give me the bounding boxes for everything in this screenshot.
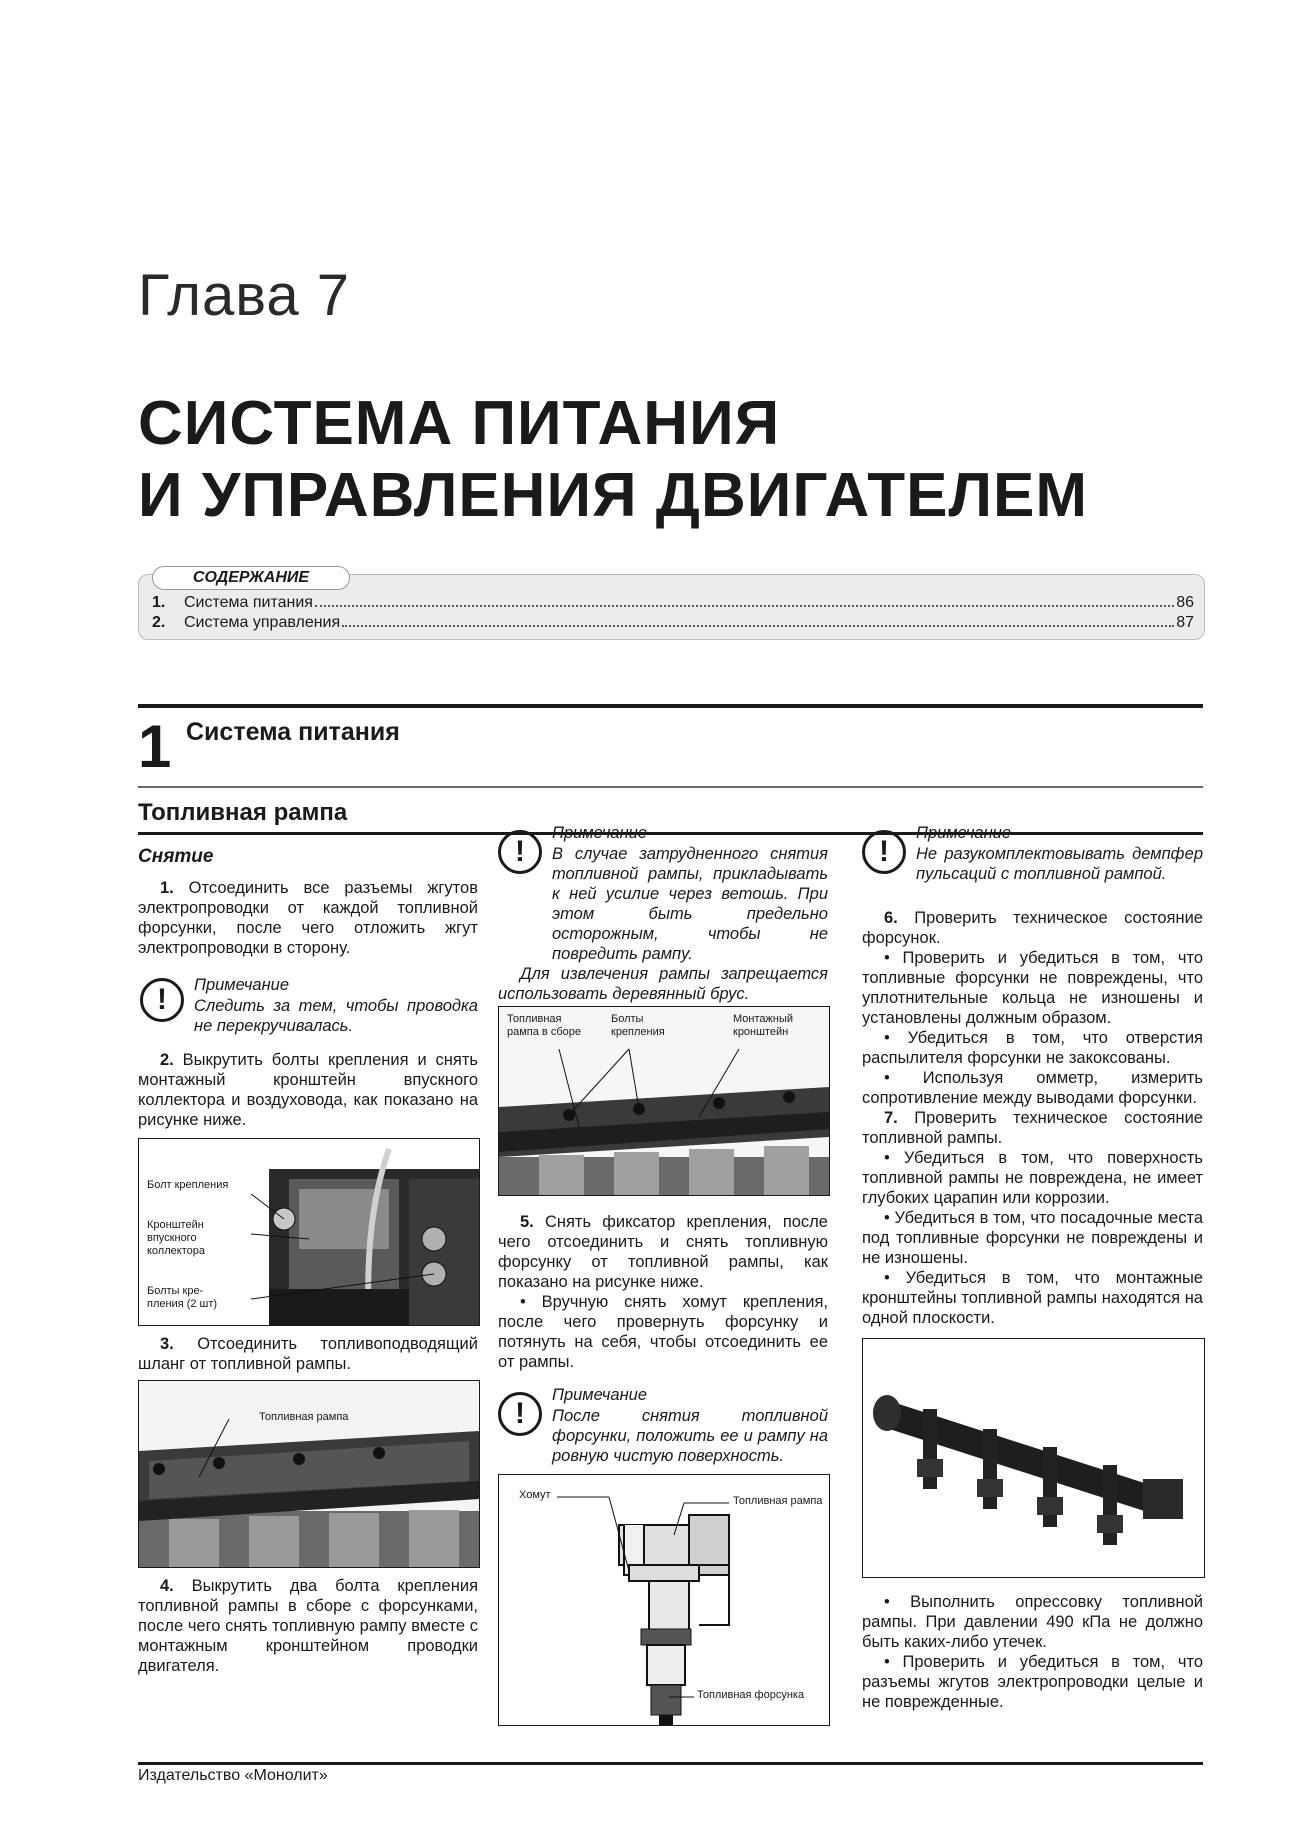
bullet-text: • Убедиться в том, что монтажные кронштейны топливной рампы находятся на одной плоскости. xyxy=(862,1269,1203,1327)
step-number: 6. xyxy=(884,909,898,927)
step-text: Отсоединить топливоподводящий шланг от топливной рампы. xyxy=(138,1335,478,1373)
fig2-label: Топливная рампа xyxy=(259,1411,349,1423)
figure-fuel-rail-installed xyxy=(138,1380,480,1568)
section-number: 1 xyxy=(138,713,172,780)
step-1 xyxy=(138,878,478,958)
warning-icon: ! xyxy=(140,978,184,1022)
bullet-text: • Убедиться в том, что отверстия распылителя форсунки не закоксованы. xyxy=(862,1029,1203,1067)
fig1-label-bracket xyxy=(147,1219,205,1258)
step-number: 2. xyxy=(160,1051,174,1069)
fig3-label-rail xyxy=(507,1013,581,1039)
fig1-label-bolt: Болт крепления xyxy=(147,1179,229,1191)
subsection-title: Топливная рампа xyxy=(138,799,348,826)
warning-icon: ! xyxy=(862,830,906,874)
toc-item-number: 1. xyxy=(152,594,166,611)
note-title: Примечание xyxy=(552,824,648,842)
toc-item-page: 87 xyxy=(1176,614,1194,631)
fig1-label-bolts-line: Болты кре- xyxy=(147,1285,204,1297)
note-text xyxy=(498,844,828,1004)
step-text: Снять фиксатор крепления, после чего отсоединить и снять топливную форсунку от топливной рампы, как показано на рисунке ниже. xyxy=(498,1213,828,1291)
bullet-text: • Используя омметр, измерить сопротивление между выводами форсунки. xyxy=(862,1069,1203,1107)
chapter-title-line1: СИСТЕМА ПИТАНИЯ xyxy=(138,389,781,458)
fig3-label-bolts xyxy=(611,1013,665,1039)
col1-heading: Снятие xyxy=(138,846,214,867)
step-5 xyxy=(498,1212,828,1372)
fig3-label-bracket xyxy=(733,1013,793,1039)
chapter-title-line2: И УПРАВЛЕНИЯ ДВИГАТЕЛЕМ xyxy=(138,461,1088,530)
footer-publisher: Издательство «Монолит» xyxy=(138,1767,328,1784)
step-2 xyxy=(138,1050,478,1130)
fig1-label-bracket-line: Кронштейн xyxy=(147,1219,204,1231)
bullets-final xyxy=(862,1592,1203,1712)
figure-injector-diagram xyxy=(498,1474,830,1726)
fig4-label-rail: Топливная рампа xyxy=(733,1495,823,1507)
fig3-label-bolts-line: крепления xyxy=(611,1026,665,1038)
note-title: Примечание xyxy=(552,1386,648,1404)
step-number: 5. xyxy=(520,1213,534,1231)
footer-rule xyxy=(138,1762,1203,1765)
toc-dots xyxy=(342,625,1174,627)
warning-icon: ! xyxy=(498,1392,542,1436)
note-text-body: В случае затрудненного снятия топливной рампы, прикладывать к ней усилие через ветошь. При этом быть предельно осторожным, чтобы не повредить рампу. xyxy=(552,845,828,963)
note-title: Примечание xyxy=(916,824,1012,842)
step-number: 7. xyxy=(884,1109,898,1127)
figure-fuel-rail-assembly xyxy=(498,1006,830,1196)
toc-item-1[interactable] xyxy=(152,592,1194,612)
note-title: Примечание xyxy=(194,976,290,994)
toc-item-label: Система управления xyxy=(184,614,341,631)
bullet-text: • Вручную снять хомут крепления, после чего провернуть форсунку и потянуть на себя, чтобы отсоединить ее от рампы. xyxy=(498,1293,828,1371)
fig4-label-injector: Топливная форсунка xyxy=(697,1689,805,1701)
step-text: Отсоединить все разъемы жгутов электропроводки от каждой топливной форсунки, после чего отложить жгут электропроводки в сторону. xyxy=(138,879,478,957)
fig3-label-bracket-line: кронштейн xyxy=(733,1026,789,1038)
figure-fuel-rail-part xyxy=(862,1338,1205,1578)
chapter-title xyxy=(138,388,1088,532)
toc-item-number: 2. xyxy=(152,614,166,631)
chapter-label: Глава 7 xyxy=(138,263,351,328)
fig3-label-rail-line: Топливная xyxy=(507,1013,562,1025)
figure-bracket-bolts xyxy=(138,1138,480,1326)
toc-item-2[interactable] xyxy=(152,612,1194,632)
fig4-label-clamp: Хомут xyxy=(519,1489,551,1501)
note-text: Следить за тем, чтобы проводка не перекручивалась. xyxy=(194,997,478,1035)
fig3-label-bracket-line: Монтажный xyxy=(733,1013,793,1025)
section-rule-bottom xyxy=(138,786,1203,788)
step-number: 3. xyxy=(160,1335,174,1353)
bullet-text: • Проверить и убедиться в том, что топливные форсунки не повреждены, что уплотнительные кольца не изношены и установлены должным образом. xyxy=(862,949,1203,1027)
step-text: Проверить техническое состояние форсунок. xyxy=(862,909,1203,947)
toc-item-label: Система питания xyxy=(184,594,313,611)
toc-item-page: 86 xyxy=(1176,594,1194,611)
step-text: Выкрутить два болта крепления топливной рампы в сборе с форсунками, после чего снять топливную рампу вместе с монтажным кронштейном проводки двигателя. xyxy=(138,1577,479,1675)
steps-6-7 xyxy=(862,908,1203,1328)
bullet-text: • Убедиться в том, что посадочные места под топливные форсунки не повреждены и не изношены. xyxy=(862,1209,1203,1267)
bullet-text: • Выполнить опрессовку топливной рампы. При давлении 490 кПа не должно быть каких-либо утечек. xyxy=(862,1593,1203,1651)
step-3 xyxy=(138,1334,478,1374)
fig1-label-bolts xyxy=(147,1285,217,1311)
step-text: Выкрутить болты крепления и снять монтажный кронштейн впускного коллектора и воздуховода, как показано на рисунке ниже. xyxy=(138,1051,478,1129)
bullet-text: • Проверить и убедиться в том, что разъемы жгутов электропроводки целые и не поврежденные. xyxy=(862,1653,1203,1711)
fig3-label-rail-line: рампа в сборе xyxy=(507,1026,581,1038)
note-text-extra: Для извлечения рампы запрещается использовать деревянный брус. xyxy=(498,965,828,1003)
step-number: 4. xyxy=(160,1577,174,1595)
step-number: 1. xyxy=(160,879,174,897)
section-rule xyxy=(138,704,1203,708)
fig1-label-bracket-line: коллектора xyxy=(147,1245,205,1257)
bullet-text: • Убедиться в том, что поверхность топливной рампы не повреждена, не имеет глубоких царапин или коррозии. xyxy=(862,1149,1203,1207)
fig3-label-bolts-line: Болты xyxy=(611,1013,644,1025)
fig1-label-bracket-line: впускного xyxy=(147,1232,197,1244)
step-text: Проверить техническое состояние топливной рампы. xyxy=(862,1109,1203,1147)
note-text: Не разукомплектовывать демпфер пульсаций с топливной рампой. xyxy=(916,845,1203,883)
section-title: Система питания xyxy=(186,718,400,746)
toc-dots xyxy=(315,605,1174,607)
fig1-label-bolts-line: пления (2 шт) xyxy=(147,1298,218,1310)
toc-heading: СОДЕРЖАНИЕ xyxy=(152,566,350,590)
note-text: После снятия топливной форсунки, положить ее и рампу на ровную чистую поверхность. xyxy=(552,1407,828,1465)
subsection-rule xyxy=(138,832,1203,835)
warning-icon: ! xyxy=(498,830,542,874)
step-4 xyxy=(138,1576,478,1676)
